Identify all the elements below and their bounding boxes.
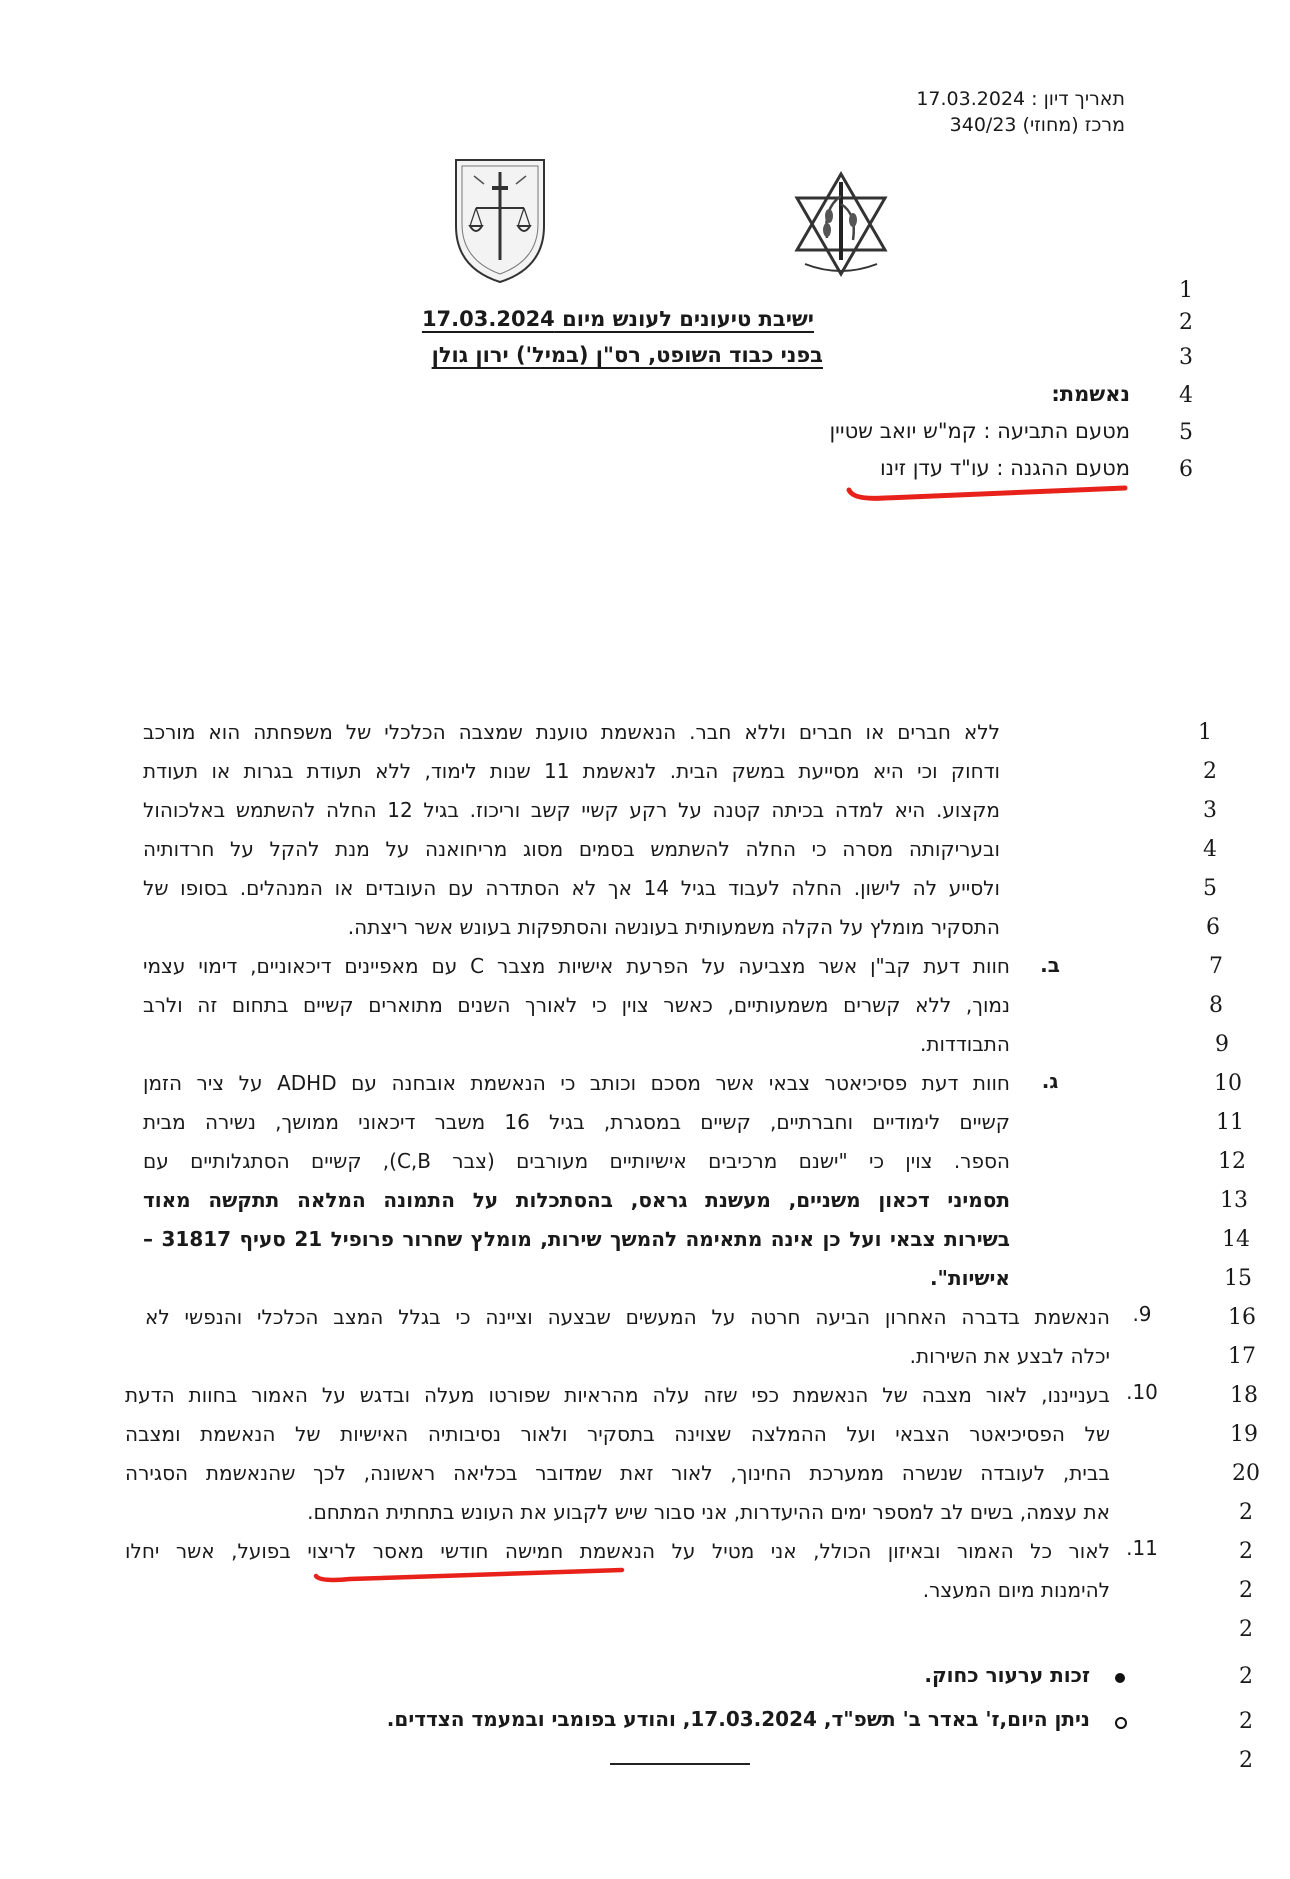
line-number: 2 [1239, 1617, 1253, 1642]
line-number: 3 [1203, 798, 1217, 823]
body-line: ודחוק וכי היא מסייעת במשק הבית. לנאשמת 11 שנות לימוד, ללא תעודת בגרות או תעודת [143, 759, 1000, 783]
bullet-filled-icon [1115, 1673, 1125, 1683]
ruling-date-line: ניתן היום,ז' באדר ב' תשפ"ד, 17.03.2024, והודע בפומבי ובמעמד הצדדים. [386, 1707, 1090, 1731]
body-line: בשירות צבאי ועל כן אינה מתאימה להמשך שירות, מומלץ שחרור פרופיל 21 סעיף 31817 – [143, 1227, 1010, 1251]
line-number: 19 [1230, 1422, 1258, 1447]
hearing-date: תאריך דיון : 17.03.2024 [916, 88, 1125, 110]
bullet-hollow-icon [1115, 1717, 1127, 1729]
line-number: 7 [1209, 954, 1223, 979]
judge-heading: בפני כבוד השופט, רס"ן (במיל') ירון גולן [431, 343, 823, 367]
paragraph-number-10: .10 [1126, 1380, 1158, 1404]
body-line: אישיות". [929, 1266, 1010, 1290]
military-court-emblem-icon [452, 156, 548, 286]
body-line: נמוך, ללא קשרים משמעותיים, כאשר צוין כי לאורך השנים מתוארים קשיים בתחום זה ולרב [143, 993, 1010, 1017]
section-marker-b: ב. [1040, 953, 1060, 977]
line-number: 2 [1239, 1709, 1253, 1734]
line-number: 15 [1224, 1266, 1252, 1291]
line-number: 14 [1222, 1227, 1250, 1252]
red-underline-annotation [845, 480, 1135, 504]
body-line: תסמיני דכאון משניים, מעשנת גראס, בהסתכלות על התמונה המלאה תתקשה מאוד [143, 1188, 1010, 1212]
body-line: של הפסיכיאטר הצבאי ועל ההמלצה שצוינה בתסקיר ולאור נסיבותיה האישיות של הנאשמת ומצבה [125, 1422, 1110, 1446]
body-line: להימנות מיום המעצר. [922, 1578, 1110, 1602]
body-line: בענייננו, לאור מצבה של הנאשמת כפי שזה עלה מהראיות שפורטו מעלה ובדגש על האמור בחוות הדעת [125, 1383, 1110, 1407]
prosecution-line: מטעם התביעה : קמ"ש יואב שטיין [829, 419, 1130, 443]
body-line: התבודדות. [919, 1032, 1010, 1056]
line-number: 2 [1179, 310, 1193, 335]
line-number: 10 [1214, 1071, 1242, 1096]
line-number: 2 [1203, 759, 1217, 784]
defendant-label: נאשמת: [1051, 382, 1130, 406]
line-number: 12 [1218, 1149, 1246, 1174]
line-number: 2 [1239, 1578, 1253, 1603]
line-number: 16 [1228, 1305, 1256, 1330]
body-line: את עצמה, בשים לב למספר ימים ההיעדרות, אני סבור שיש לקבוע את העונש בתחתית המתחם. [307, 1500, 1110, 1524]
line-number: 4 [1179, 383, 1193, 408]
line-number: 4 [1203, 837, 1217, 862]
document-meta [916, 86, 1125, 138]
line-number: 1 [1179, 278, 1193, 303]
section-marker-g: ג. [1041, 1069, 1059, 1093]
body-line: הנאשמת בדברה האחרון הביעה חרטה על המעשים שבצעה וציינה כי בגלל המצב הכלכלי והנפשי לא [145, 1305, 1110, 1329]
line-number: 3 [1179, 345, 1193, 370]
line-number: 13 [1220, 1188, 1248, 1213]
line-number: 17 [1228, 1344, 1256, 1369]
body-line: ולסייע לה לישון. החלה לעבוד בגיל 14 אך לא הסתדרה עם העובדים או המנהלים. בסופו של [143, 876, 1000, 900]
body-line: חוות דעת קב"ן אשר מצביעה על הפרעת אישיות מצבר C עם מאפיינים דיכאוניים, דימוי עצמי [143, 954, 1010, 978]
line-number: 9 [1215, 1032, 1229, 1057]
line-number: 18 [1230, 1383, 1258, 1408]
body-line: לאור כל האמור ובאיזון הכולל, אני מטיל על הנאשמת חמישה חודשי מאסר לריצוי בפועל, אשר יחלו [125, 1539, 1110, 1563]
line-number: 11 [1216, 1110, 1244, 1135]
line-number: 6 [1206, 915, 1220, 940]
body-line: הספר. צוין כי "ישנם מרכיבים אישיותיים מעורבים (צבר C,B), קשיים הסתגלותיים עם [143, 1149, 1010, 1173]
defense-line: מטעם ההגנה : עו"ד עדן זינו [879, 456, 1130, 480]
case-number: מרכז (מחוזי) 340/23 [949, 114, 1125, 136]
body-line: התסקיר מומלץ על הקלה משמעותית בעונשה והסתפקות בעונש אשר ריצתה. [347, 915, 1000, 939]
line-number: 2 [1239, 1539, 1253, 1564]
line-number: 5 [1203, 876, 1217, 901]
line-number: 5 [1179, 420, 1193, 445]
body-line: מקצוע. היא למדה בכיתה קטנה על רקע קשיי קשב וריכוז. בגיל 12 החלה להשתמש באלכוהול [143, 798, 1000, 822]
line-number: 2 [1239, 1500, 1253, 1525]
body-line: יכלה לבצע את השירות. [909, 1344, 1110, 1368]
body-line: קשיים לימודיים וחברתיים, קשיים במסגרת, בגיל 16 משבר דיכאוני ממושך, נשירה מבית [143, 1110, 1010, 1134]
paragraph-number-9: .9 [1132, 1302, 1152, 1326]
line-number: 20 [1232, 1461, 1260, 1486]
body-line: בבית, לעובדה שנשרה ממערכת החינוך, לאור זאת שמדובר בכליאה ראשונה, לכך שהנאשמת הסגירה [125, 1461, 1110, 1485]
body-line: ובעריקותה מסרה כי החלה להשתמש בסמים מסוג מריחואנה על מנת להקל על חרדותיה [143, 837, 1000, 861]
line-number: 6 [1179, 457, 1193, 482]
idf-emblem-icon [785, 168, 897, 280]
line-number: 2 [1239, 1664, 1253, 1689]
line-number: 8 [1209, 993, 1223, 1018]
hearing-heading: ישיבת טיעונים לעונש מיום 17.03.2024 [421, 307, 814, 331]
line-number: 2 [1239, 1748, 1253, 1773]
body-line: ללא חברים או חברים וללא חבר. הנאשמת טוענת שמצבה הכלכלי של משפחתה הוא מורכב [143, 720, 1000, 744]
appeal-rights-line: זכות ערעור כחוק. [924, 1663, 1090, 1687]
paragraph-number-11: .11 [1126, 1536, 1158, 1560]
signature-line [610, 1763, 750, 1765]
line-number: 1 [1198, 720, 1212, 745]
body-line: חוות דעת פסיכיאטר צבאי אשר מסכם וכותב כי הנאשמת אובחנה עם ADHD על ציר הזמן [143, 1071, 1010, 1095]
red-underline-annotation [310, 1562, 630, 1584]
